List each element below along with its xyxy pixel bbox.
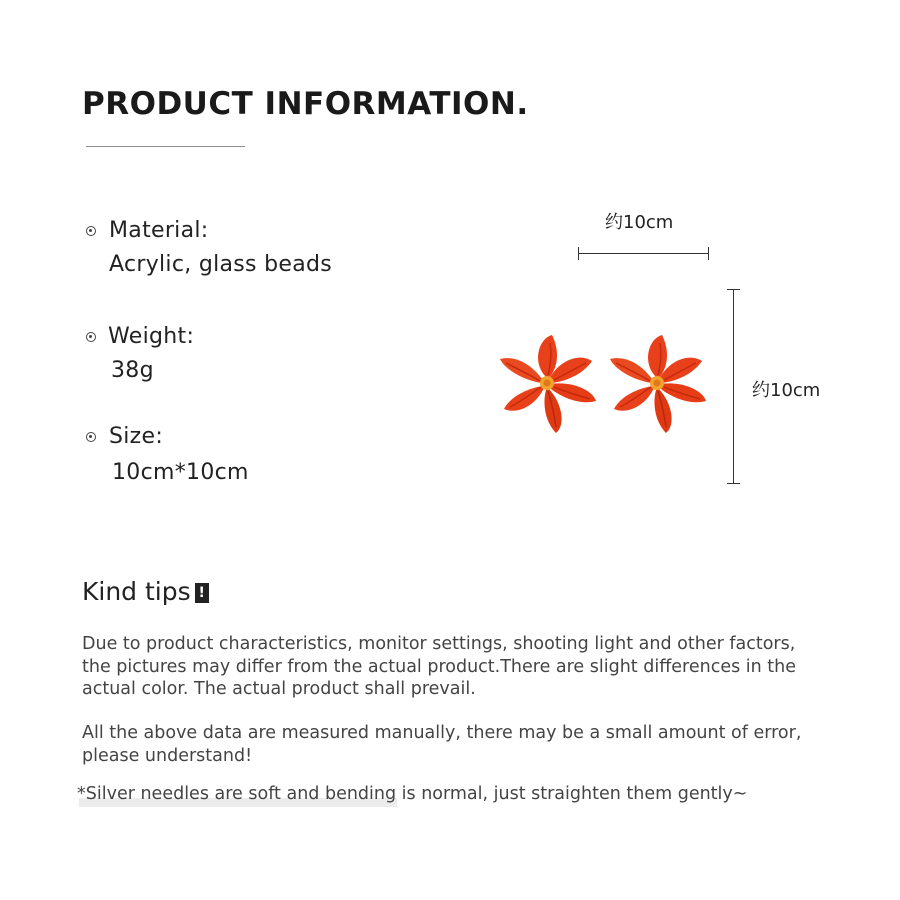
spec-label: Size: [109, 424, 164, 449]
note-text: *Silver needles are soft and bending is normal, just straighten them gently~ [77, 784, 748, 804]
exclamation-icon: ! [195, 583, 209, 603]
height-dimension-line [733, 289, 734, 484]
flower-earrings-image [490, 326, 720, 442]
kind-tips-heading [82, 577, 209, 606]
bullet-icon [86, 432, 96, 442]
silver-needle-note [77, 784, 747, 804]
spec-value: 38g [111, 358, 154, 383]
spec-label: Material: [109, 218, 209, 243]
kind-tips-title: Kind tips [82, 577, 191, 606]
width-dimension-tick-right [708, 247, 709, 260]
width-dimension-label: 约10cm [605, 212, 674, 233]
height-dimension-tick-bottom [727, 483, 740, 484]
width-dimension-line [578, 253, 709, 254]
disclaimer-paragraph: Due to product characteristics, monitor settings, shooting light and other factors, the pictures may differ from the actual product.There are slight differences in the actual color. The actual product shall prevail. [82, 634, 796, 699]
title-divider [86, 146, 245, 147]
bullet-icon [86, 332, 96, 342]
measurement-note-paragraph: All the above data are measured manually, there may be a small amount of error, please understand! [82, 723, 802, 766]
bullet-icon [86, 226, 96, 236]
spec-value: 10cm*10cm [112, 460, 249, 485]
height-dimension-tick-top [727, 289, 740, 290]
spec-label: Weight: [108, 324, 195, 349]
width-dimension-tick-left [578, 247, 579, 260]
spec-value: Acrylic, glass beads [109, 252, 333, 277]
height-dimension-label: 约10cm [752, 380, 821, 401]
page-title: PRODUCT INFORMATION. [82, 86, 529, 122]
